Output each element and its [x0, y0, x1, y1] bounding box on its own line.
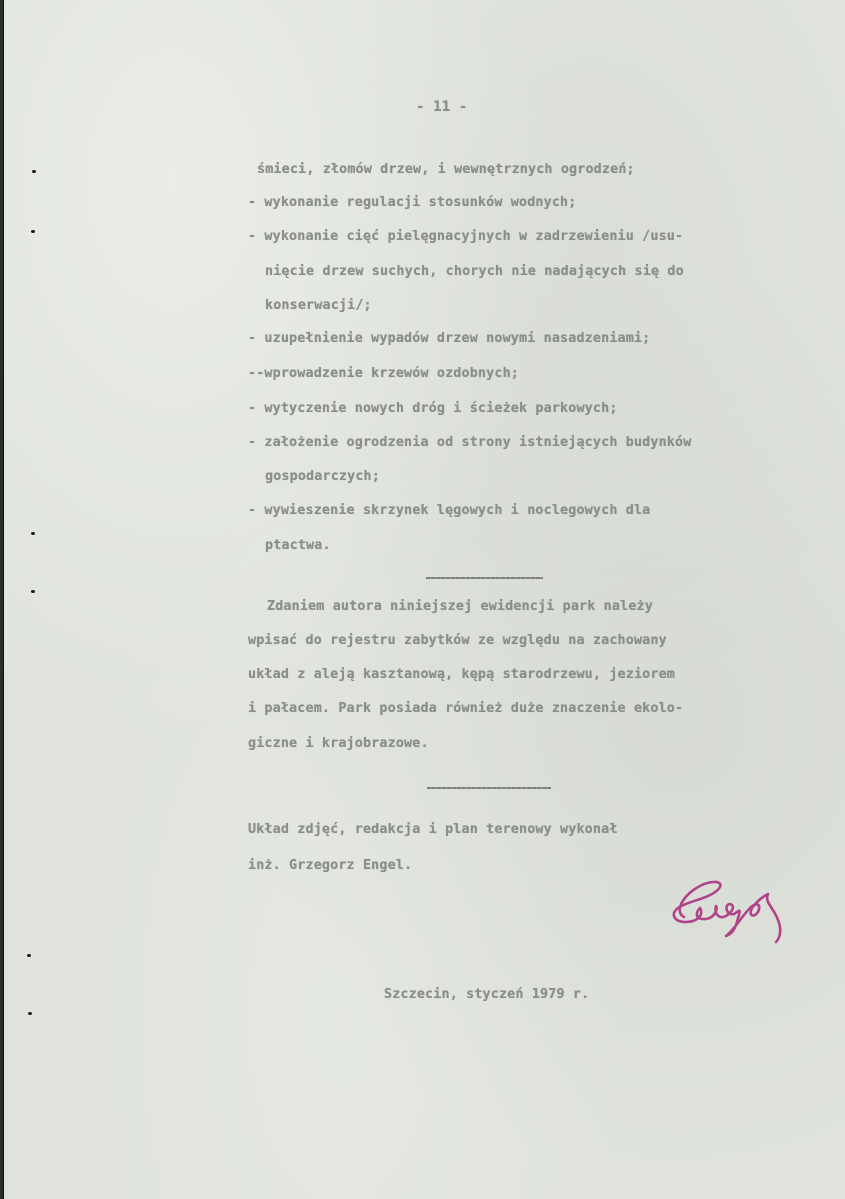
credits-author: inż. Grzegorz Engel. — [248, 858, 413, 873]
list-item: - wywieszenie skrzynek lęgowych i noclegowych dla — [248, 503, 651, 518]
margin-dot — [32, 170, 36, 173]
separator-rule — [426, 577, 543, 579]
list-item: - wykonanie cięć pielęgnacyjnych w zadrzewieniu /usu- — [248, 229, 684, 244]
list-item: - założenie ogrodzenia od strony istniejących budynków — [248, 435, 692, 450]
paragraph-line: giczne i krajobrazowe. — [248, 736, 429, 751]
credits-line: Układ zdjęć, redakcja i plan terenowy wykonał — [248, 822, 618, 837]
list-item: --wprowadzenie krzewów ozdobnych; — [248, 366, 519, 381]
list-item: - wytyczenie nowych dróg i ścieżek parkowych; — [248, 401, 618, 416]
paragraph-line: wpisać do rejestru zabytków ze względu na zachowany — [248, 633, 667, 648]
paragraph-line: układ z aleją kasztanową, kępą starodrzewu, jeziorem — [248, 667, 676, 682]
paragraph-line: Zdaniem autora niniejszej ewidencji park należy — [267, 599, 653, 614]
list-item: - uzupełnienie wypadów drzew nowymi nasadzeniami; — [248, 331, 651, 346]
page-number: - 11 - — [416, 99, 468, 115]
handwritten-signature — [664, 872, 814, 952]
document-page — [3, 0, 845, 1199]
place-date: Szczecin, styczeń 1979 r. — [384, 987, 590, 1002]
margin-dot — [27, 954, 31, 957]
list-line: konserwacji/; — [265, 298, 372, 313]
list-line: gospodarczych; — [265, 469, 380, 484]
separator-rule — [427, 787, 551, 789]
list-line: nięcie drzew suchych, chorych nie nadających się do — [265, 264, 684, 279]
list-line: ptactwa. — [265, 538, 331, 553]
margin-dot — [28, 1012, 32, 1015]
list-line: śmieci, złomów drzew, i wewnętrznych ogrodzeń; — [257, 162, 635, 177]
margin-dot — [31, 532, 35, 535]
margin-dot — [31, 590, 35, 593]
margin-dot — [31, 230, 35, 233]
paragraph-line: i pałacem. Park posiada również duże znaczenie ekolo- — [248, 701, 684, 716]
list-item: - wykonanie regulacji stosunków wodnych; — [248, 195, 577, 210]
